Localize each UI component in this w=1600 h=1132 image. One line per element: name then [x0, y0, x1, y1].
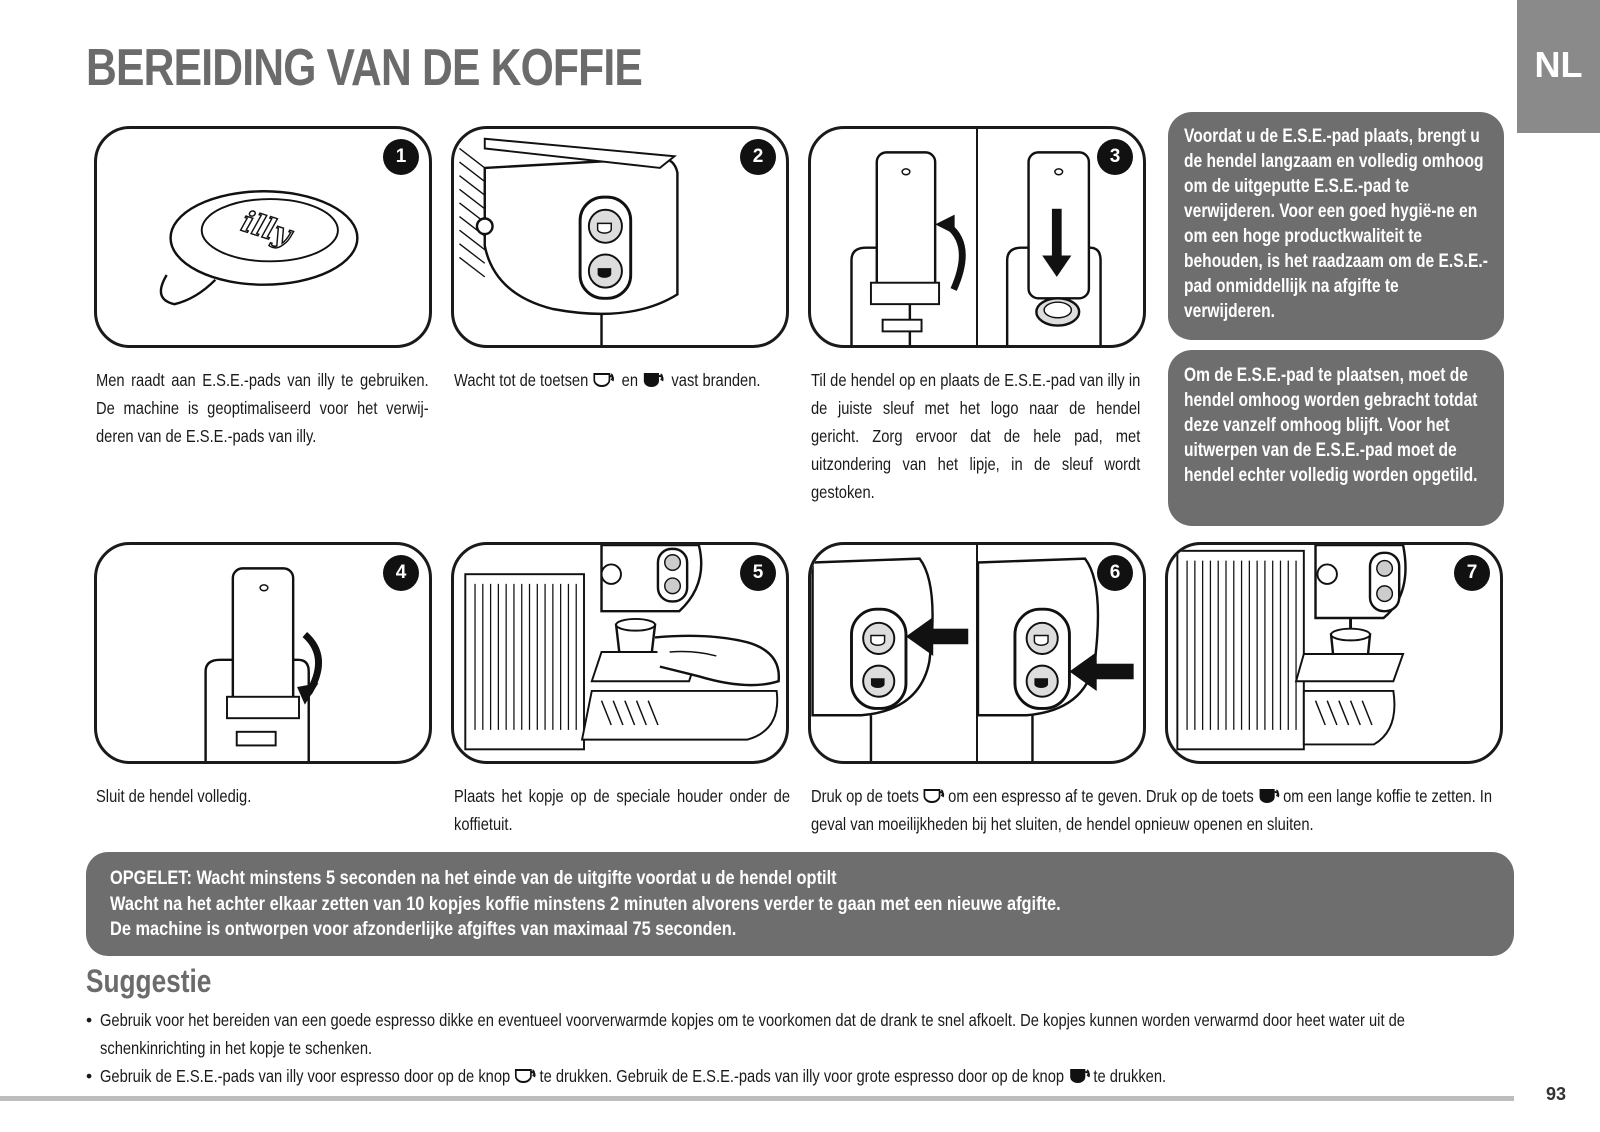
long-coffee-cup-icon [642, 371, 667, 389]
step-number-badge: 1 [383, 139, 419, 175]
espresso-cup-icon [923, 787, 948, 805]
step-6-caption-end: om een lange koffie te zetten. In geval van moeilijkheden bij het sluiten, de hendel opnieuw openen en sluiten. [811, 786, 1493, 834]
step-number-badge: 7 [1454, 555, 1490, 591]
step-4-caption: Sluit de hendel volledig. [96, 786, 252, 806]
note-remove-pad-text: Voordat u de E.S.E.-pad plaats, brengt u de hendel langzaam en volledig omhoog om de uitgeputte E.S.E.-pad te verwijderen. Voor een goed hygië-ne en om een hoge productkwaliteit te behouden, is het raadzaam om de E.S.E.-pad onmiddellijk na afgifte te verwijderen. [1184, 126, 1488, 322]
step-number-badge: 6 [1097, 555, 1133, 591]
step-3-caption: Til de hendel op en plaats de E.S.E.-pad van illy in de juiste sleuf met het logo naar de hendel gericht. Zorg ervoor dat de hele pad, met uitzondering van het lipje, in de sleuf wordt gestoken. [811, 370, 1141, 502]
ese-pad-drawing [97, 129, 429, 345]
step-number-badge: 3 [1097, 139, 1133, 175]
long-coffee-cup-icon [1258, 787, 1283, 805]
warning-line-2: Wacht na het achter elkaar zetten van 10 kopjes koffie minstens 2 minuten alvorens verder te gaan met een nieuwe afgifte. [110, 892, 1061, 915]
note-insert-pad-text: Om de E.S.E.-pad te plaatsen, moet de hendel omhoog worden gebracht totdat deze vanzelf omhoog blijft. Voor het uitwerpen van de E.S.E.-pad moet de hendel echter volledig worden opgetild. [1184, 365, 1478, 486]
step-2-illustration [451, 126, 789, 348]
step-number-badge: 5 [740, 555, 776, 591]
step-6-caption-start: Druk op de toets [811, 786, 919, 806]
illy-logo: illy [237, 204, 296, 253]
warning-line-3: De machine is ontworpen voor afzonderlijke afgiftes van maximaal 75 seconden. [110, 918, 737, 940]
step-number-badge: 2 [740, 139, 776, 175]
step-3-illustration [808, 126, 1146, 348]
step-1-caption: Men raadt aan E.S.E.-pads van illy te gebruiken. De machine is geoptimaliseerd voor het verwij-deren van de E.S.E.-pads van illy. [96, 370, 429, 446]
espresso-cup-icon [514, 1067, 539, 1085]
warning-box [86, 852, 1514, 956]
step-2-caption-and: en [621, 370, 639, 390]
step-6-illustration [808, 542, 1146, 764]
bullet-2-start: Gebruik de E.S.E.-pads van illy voor espresso door op de knop [100, 1066, 511, 1086]
suggestion-heading: Suggestie [86, 963, 212, 999]
step-5-illustration [451, 542, 789, 764]
page-number: 93 [1546, 1084, 1567, 1104]
step-2-caption-start: Wacht tot de toetsen [454, 370, 589, 390]
step-2-caption [454, 366, 790, 394]
suggestion-bullet-1: • Gebruik voor het bereiden van een goede espresso dikke en eventueel voorverwarmde kopjes om te voorkomen dat de drank te snel afkoelt. De kopjes kunnen worden verwarmd door heet water uit de schenkinrichting in het kopje te schenken. [100, 1010, 1405, 1058]
espresso-cup-icon [592, 371, 617, 389]
suggestion-bullet-2 [100, 1062, 1513, 1090]
list-item [86, 1062, 1514, 1090]
step-7-illustration [1165, 542, 1503, 764]
step-5-caption: Plaats het kopje op de speciale houder onder de koffietuit. [454, 786, 790, 834]
step-6-caption [811, 782, 1517, 838]
step-number-badge: 4 [383, 555, 419, 591]
suggestion-list [86, 1006, 1514, 1090]
language-tab: NL [1517, 0, 1600, 133]
step-1-illustration [94, 126, 432, 348]
note-remove-pad [1168, 112, 1504, 340]
warning-line-1: OPGELET: Wacht minstens 5 seconden na het einde van de uitgifte voordat u de hendel optilt [110, 867, 837, 889]
bullet-2-middle: te drukken. Gebruik de E.S.E.-pads van illy voor grote espresso door op de knop [539, 1066, 1065, 1086]
long-coffee-cup-icon [1068, 1067, 1093, 1085]
footer-divider [0, 1096, 1514, 1101]
bullet-2-end: te drukken. [1093, 1066, 1167, 1086]
close-lever-drawing [97, 545, 429, 761]
place-cup-drawing [454, 545, 786, 761]
press-buttons-drawing [811, 545, 1143, 761]
coffee-dispensing-drawing [1168, 545, 1500, 761]
machine-buttons-drawing [454, 129, 786, 345]
list-item [86, 1006, 1514, 1062]
note-insert-pad [1168, 350, 1504, 526]
step-6-caption-middle: om een espresso af te geven. Druk op de toets [948, 786, 1254, 806]
page-title: BEREIDING VAN DE KOFFIE [86, 39, 643, 97]
step-2-caption-end: vast branden. [671, 370, 761, 390]
lever-insert-pad-drawing [811, 129, 1143, 345]
step-4-illustration [94, 542, 432, 764]
